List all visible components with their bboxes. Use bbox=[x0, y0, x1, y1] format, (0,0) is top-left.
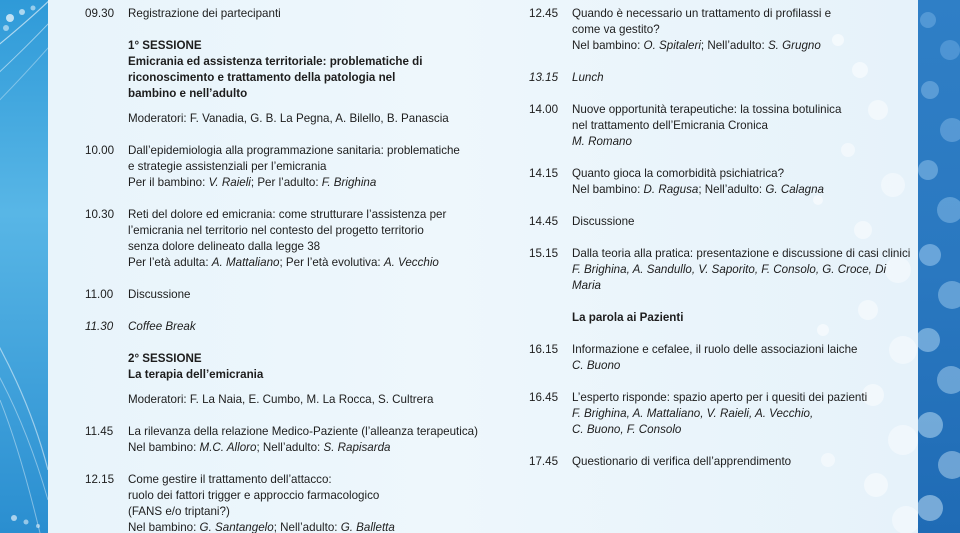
item-title-line: come va gestito? bbox=[572, 23, 660, 36]
session-title-line: bambino e nell’adulto bbox=[128, 87, 248, 100]
time-label: 14.00 bbox=[529, 103, 559, 116]
item-title: L’esperto risponde: spazio aperto per i quesiti dei pazienti bbox=[572, 391, 868, 404]
time-label: 13.15 bbox=[529, 71, 559, 84]
item-title: Dalla teoria alla pratica: presentazione e discussione di casi clinici bbox=[572, 247, 911, 260]
program-item bbox=[85, 6, 485, 22]
item-title: Questionario di verifica dell’apprendimento bbox=[572, 455, 792, 468]
item-title-line: Come gestire il trattamento dell’attacco: bbox=[128, 473, 332, 486]
speaker-name: A. Vecchio bbox=[383, 256, 439, 269]
speaker-prefix: Nel bambino: bbox=[572, 39, 644, 52]
program-column-right bbox=[529, 6, 915, 470]
speaker-name: D. Ragusa bbox=[643, 183, 699, 196]
item-title: Quanto gioca la comorbidità psichiatrica? bbox=[572, 167, 785, 180]
program-item bbox=[85, 319, 485, 335]
item-title-line: Reti del dolore ed emicrania: come strutturare l’assistenza per bbox=[128, 208, 447, 221]
speaker-prefix: Nel bambino: bbox=[128, 521, 200, 533]
dot-pattern-right bbox=[918, 0, 960, 533]
speakers bbox=[128, 440, 485, 456]
item-title: Lunch bbox=[572, 71, 604, 84]
section-title: La parola ai Pazienti bbox=[572, 311, 684, 324]
program-item bbox=[529, 102, 915, 150]
session-1 bbox=[85, 38, 485, 127]
moderators: Moderatori: F. Vanadia, G. B. La Pegna, A. Bilello, B. Panascia bbox=[128, 112, 449, 125]
speakers bbox=[128, 255, 485, 271]
item-title-line: e strategie assistenziali per l’emicrania bbox=[128, 160, 327, 173]
item-title: Informazione e cefalee, il ruolo delle associazioni laiche bbox=[572, 343, 858, 356]
speaker-prefix: Nel bambino: bbox=[572, 183, 644, 196]
speaker-prefix: Nel bambino: bbox=[128, 441, 200, 454]
time-label: 10.00 bbox=[85, 144, 115, 157]
item-title-line: ruolo dei fattori trigger e approccio farmacologico bbox=[128, 489, 380, 502]
item-title-line: Nuove opportunità terapeutiche: la tossina botulinica bbox=[572, 103, 842, 116]
speaker-name: G. Santangelo bbox=[199, 521, 274, 533]
speakers bbox=[572, 182, 915, 198]
item-title: Registrazione dei partecipanti bbox=[128, 7, 281, 20]
time-label: 09.30 bbox=[85, 7, 115, 20]
session-title-line: riconoscimento e trattamento della patologia nel bbox=[128, 71, 396, 84]
program-item bbox=[529, 390, 915, 438]
item-title-line: nel trattamento dell’Emicrania Cronica bbox=[572, 119, 768, 132]
time-label: 11.45 bbox=[85, 425, 114, 438]
speakers-line: C. Buono, F. Consolo bbox=[572, 423, 682, 436]
time-label: 11.00 bbox=[85, 288, 114, 301]
right-decoration bbox=[918, 0, 960, 533]
speaker-name: F. Brighina bbox=[321, 176, 377, 189]
speaker-separator: ; Nell’adulto: bbox=[273, 521, 341, 533]
session-2 bbox=[85, 351, 485, 408]
item-title-line: l’emicrania nel territorio nel contesto del progetto territorio bbox=[128, 224, 424, 237]
speaker-prefix: Per l’età adulta: bbox=[128, 256, 212, 269]
speakers-line: F. Brighina, A. Mattaliano, V. Raieli, A. Vecchio, bbox=[572, 407, 814, 420]
program-item bbox=[85, 472, 485, 533]
session-label: 1° SESSIONE bbox=[128, 39, 202, 52]
time-label: 16.45 bbox=[529, 391, 559, 404]
program-item bbox=[85, 424, 485, 456]
item-title-line: Quando è necessario un trattamento di profilassi e bbox=[572, 7, 832, 20]
program-item bbox=[85, 287, 485, 303]
speaker-name: A. Mattaliano bbox=[211, 256, 280, 269]
program-item bbox=[529, 246, 915, 294]
time-label: 14.15 bbox=[529, 167, 559, 180]
speaker-separator: ; Nell’adulto: bbox=[256, 441, 324, 454]
program-item bbox=[529, 70, 915, 86]
session-label: 2° SESSIONE bbox=[128, 352, 202, 365]
program-column-left bbox=[85, 6, 485, 533]
speaker-name: S. Grugno bbox=[767, 39, 821, 52]
moderators: Moderatori: F. La Naia, E. Cumbo, M. La Rocca, S. Cultrera bbox=[128, 393, 434, 406]
item-title-line: senza dolore delineato dalla legge 38 bbox=[128, 240, 321, 253]
item-title: Discussione bbox=[128, 288, 191, 301]
speaker-name: S. Rapisarda bbox=[323, 441, 391, 454]
speakers bbox=[572, 38, 915, 54]
speaker-name: O. Spitaleri bbox=[643, 39, 701, 52]
speaker-name: V. Raieli bbox=[208, 176, 251, 189]
speaker-separator: ; Per l’età evolutiva: bbox=[279, 256, 384, 269]
time-label: 14.45 bbox=[529, 215, 559, 228]
section-heading bbox=[529, 310, 915, 326]
program-item bbox=[529, 6, 915, 54]
item-title: La rilevanza della relazione Medico-Paziente (l’alleanza terapeutica) bbox=[128, 425, 478, 438]
speaker-separator: ; Nell’adulto: bbox=[700, 39, 768, 52]
speaker-name: M. Romano bbox=[572, 135, 632, 148]
program-item bbox=[529, 214, 915, 230]
speaker-name: G. Balletta bbox=[340, 521, 395, 533]
program-item bbox=[529, 166, 915, 198]
speaker-prefix: Per il bambino: bbox=[128, 176, 209, 189]
time-label: 12.45 bbox=[529, 7, 559, 20]
program-item bbox=[85, 207, 485, 271]
item-title-line: (FANS e/o triptani?) bbox=[128, 505, 230, 518]
speaker-name: C. Buono bbox=[572, 359, 621, 372]
time-label: 16.15 bbox=[529, 343, 559, 356]
speaker-separator: ; Per l’adulto: bbox=[250, 176, 322, 189]
program-item bbox=[529, 454, 915, 470]
session-title-line: Emicrania ed assistenza territoriale: problematiche di bbox=[128, 55, 423, 68]
left-decoration bbox=[0, 0, 48, 533]
speakers bbox=[128, 520, 485, 533]
time-label: 10.30 bbox=[85, 208, 115, 221]
time-label: 17.45 bbox=[529, 455, 559, 468]
speaker-name: G. Calagna bbox=[765, 183, 825, 196]
session-title: La terapia dell’emicrania bbox=[128, 368, 264, 381]
speakers bbox=[128, 175, 485, 191]
speaker-name: M.C. Alloro bbox=[199, 441, 257, 454]
speakers: F. Brighina, A. Sandullo, V. Saporito, F. Consolo, G. Croce, Di Maria bbox=[572, 263, 887, 292]
wave-pattern-left bbox=[0, 0, 48, 533]
time-label: 11.30 bbox=[85, 320, 114, 333]
item-title-line: Dall’epidemiologia alla programmazione sanitaria: problematiche bbox=[128, 144, 460, 157]
speaker-separator: ; Nell’adulto: bbox=[698, 183, 766, 196]
program-item bbox=[529, 342, 915, 374]
time-label: 15.15 bbox=[529, 247, 559, 260]
time-label: 12.15 bbox=[85, 473, 115, 486]
item-title: Coffee Break bbox=[128, 320, 196, 333]
item-title: Discussione bbox=[572, 215, 635, 228]
program-item bbox=[85, 143, 485, 191]
